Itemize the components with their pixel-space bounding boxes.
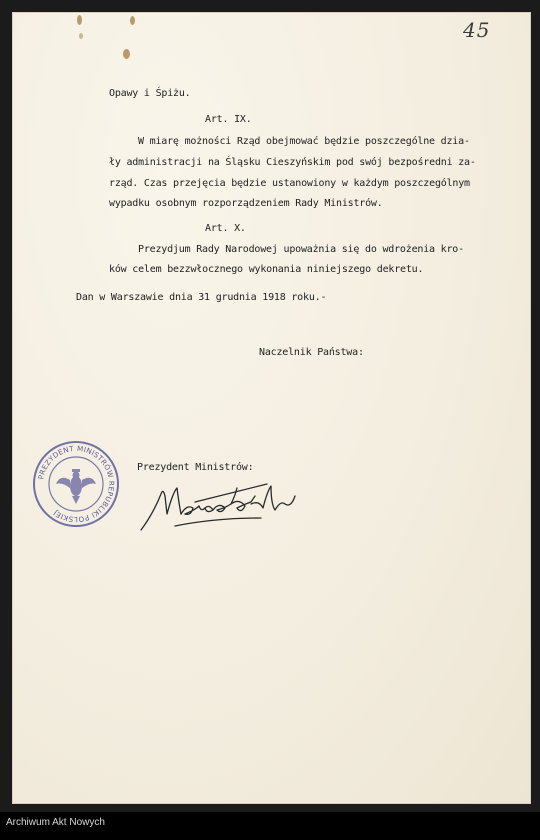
paper-stain	[123, 49, 130, 59]
text-line: rząd. Czas przejęcia będzie ustanowiony w każdym poszczególnym	[109, 178, 470, 189]
eagle-emblem-icon	[56, 469, 96, 504]
text-line: ły administracji na Śląsku Cieszyńskim pod swój bezpośredni za-	[109, 157, 476, 168]
text-line: ków celem bezzwłocznego wykonania niniejszego dekretu.	[109, 264, 424, 275]
date-line: Dan w Warszawie dnia 31 grudnia 1918 roku.-	[76, 292, 327, 303]
text-line: Opawy i Śpiżu.	[109, 88, 191, 99]
paper-stain	[130, 16, 135, 25]
official-stamp	[32, 440, 120, 528]
paper-stain	[79, 33, 83, 39]
text-line: wypadku osobnym rozporządzeniem Rady Ministrów.	[109, 198, 383, 209]
head-of-state-label: Naczelnik Państwa:	[259, 347, 364, 358]
handwritten-signature	[135, 474, 305, 536]
article-heading: Art. X.	[205, 223, 246, 234]
text-line: Prezydjum Rady Narodowej upoważnia się do wdrożenia kro-	[138, 244, 464, 255]
text-line: W miarę możności Rząd obejmować będzie poszczególne dzia-	[138, 136, 470, 147]
archive-name: Archiwum Akt Nowych	[6, 817, 105, 828]
paper-stain	[77, 15, 82, 25]
article-heading: Art. IX.	[205, 114, 252, 125]
document-page	[12, 12, 531, 804]
page-number: 45	[463, 18, 491, 42]
stamp-ring-text: PREZYDENT MINISTRÓW REPUBLIKI POLSKIEJ	[36, 443, 117, 525]
prime-minister-label: Prezydent Ministrów:	[137, 462, 254, 473]
